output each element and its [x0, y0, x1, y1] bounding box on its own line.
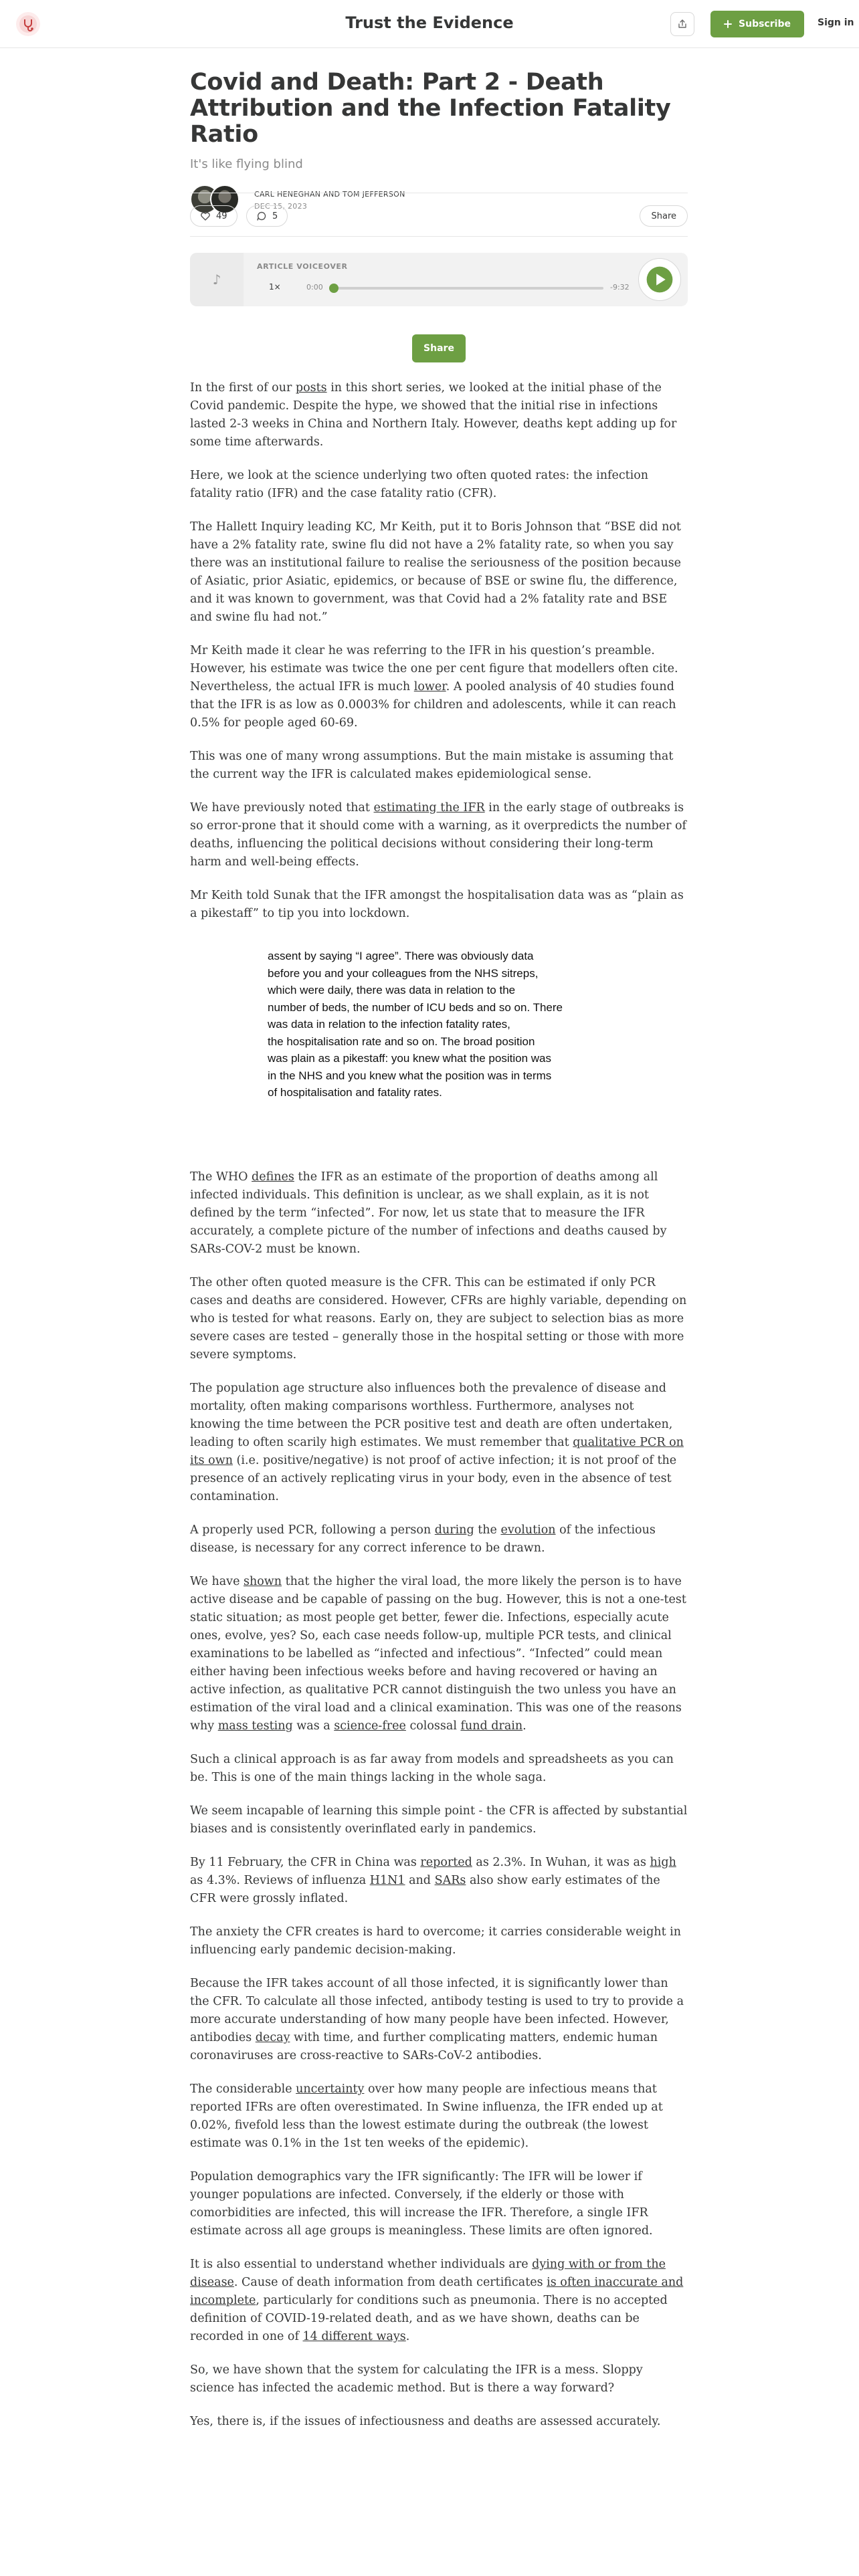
paragraph-text: in the early stage of outbreaks is so error-prone that it should come with a warning, as it overpredicts the number of deaths, influencing the political decisions without considering their long-term harm and well-being effects.: [190, 801, 687, 869]
inline-link[interactable]: evolution: [500, 1523, 556, 1537]
inline-link[interactable]: 14 different ways: [302, 2330, 406, 2343]
share-icon: [677, 19, 688, 29]
post-title: Covid and Death: Part 2 - Death Attribution and the Infection Fatality Ratio: [190, 69, 671, 148]
transcript-line: in the NHS and you knew what the position was in terms: [268, 1069, 552, 1082]
inline-link[interactable]: dying with or from the disease: [190, 2258, 666, 2289]
plus-icon: [724, 20, 732, 28]
paragraph-text: By 11 February, the CFR in China was: [190, 1856, 421, 1869]
paragraph: [190, 2361, 688, 2397]
inline-link[interactable]: science-free: [334, 1719, 406, 1733]
inline-link[interactable]: qualitative PCR on its own: [190, 1436, 684, 1467]
transcript-line: was plain as a pikestaff: you knew what the position was: [268, 1052, 551, 1065]
post-date: DEC 15, 2023: [254, 202, 308, 211]
inline-link[interactable]: fund drain: [460, 1719, 523, 1733]
play-icon: [639, 258, 680, 301]
paragraph-text: Here, we look at the science underlying two often quoted rates: the infection fatality ratio (IFR) and the case fatality ratio (CFR).: [190, 469, 649, 500]
paragraph-text: .: [405, 2330, 410, 2343]
inline-link[interactable]: decay: [255, 2031, 290, 2044]
paragraph-text: Because the IFR takes account of all those infected, it is significantly lower than the CFR. To calculate all those infected, antibody testing is used to try to provide a more accurate understanding of how many people have been infected. However, antibodies: [190, 1977, 684, 2044]
paragraph-text: The considerable: [190, 2082, 296, 2096]
paragraph: [190, 2413, 688, 2431]
paragraph-text: We seem incapable of learning this simple point - the CFR is affected by substantial biases and is consistently overinflated early in pandemics.: [190, 1804, 688, 1836]
paragraph: [190, 518, 688, 627]
inline-link[interactable]: SARs: [434, 1874, 466, 1887]
paragraph: [190, 1168, 688, 1259]
inline-link[interactable]: high: [650, 1856, 676, 1869]
paragraph-text: The population age structure also influences both the prevalence of disease and mortality, often making comparisons worthless. Furthermore, analyses not knowing the time between the PCR positive test and death are often undertaken, leading to often scarily high estimates. We must remember that: [190, 1382, 673, 1449]
inline-link[interactable]: reported: [420, 1856, 472, 1869]
paragraph-text: Mr Keith told Sunak that the IFR amongst the hospitalisation data was as “plain as a pikestaff” to tip you into lockdown.: [190, 889, 684, 920]
paragraph-text: in this short series, we looked at the initial phase of the Covid pandemic. Despite the hype, we showed that the initial rise in infections lasted 2-3 weeks in China and Northern Italy. However, deaths kept adding up for some time afterwards.: [190, 381, 677, 449]
paragraph-text: Yes, there is, if the issues of infectiousness and deaths are assessed accurately.: [190, 2415, 661, 2428]
transcript-line: the hospitalisation rate and so on. The broad position: [268, 1035, 535, 1048]
paragraph-text: of the infectious disease, is necessary for any correct inference to be drawn.: [190, 1523, 656, 1555]
paragraph-text: We have previously noted that: [190, 801, 374, 815]
inline-link[interactable]: during: [434, 1523, 474, 1537]
subscribe-button[interactable]: [710, 11, 804, 37]
paragraph-text: We have: [190, 1575, 244, 1588]
paragraph-text: , particularly for conditions such as pneumonia. There is no accepted definition of COVID-19-related death, and as we have shown, deaths can be recorded in one of: [190, 2294, 668, 2343]
paragraph-text: .: [522, 1719, 527, 1733]
paragraph: [190, 1923, 688, 1959]
paragraph: [190, 1274, 688, 1364]
paragraph: [190, 748, 688, 784]
transcript-line: of hospitalisation and fatality rates.: [268, 1086, 442, 1099]
paragraph: [190, 1751, 688, 1787]
paragraph-text: over how many people are infectious means that reported IFRs are often overestimated. In Swine influenza, the IFR ended up at 0.02%, fivefold less than the lowest estimate during the outbreak (the lowest estimate was 0.1% in the 1st ten weeks of the epidemic).: [190, 2082, 663, 2150]
paragraph: [190, 799, 688, 871]
paragraph-text: and: [405, 1874, 435, 1887]
paragraph-text: The anxiety the CFR creates is hard to overcome; it carries considerable weight in influencing early pandemic decision-making.: [190, 1925, 682, 1957]
heart-icon: [200, 211, 211, 221]
post-body: [190, 379, 688, 2446]
post-share-button[interactable]: Share: [640, 205, 688, 227]
post-header: [190, 69, 688, 354]
inquiry-transcript-excerpt-image[interactable]: [190, 934, 688, 1147]
paragraph-text: as 2.3%. In Wuhan, it was as: [472, 1856, 650, 1869]
paragraph-text: The Hallett Inquiry leading KC, Mr Keith, put it to Boris Johnson that “BSE did not have a 2% fatality rate, swine flu did not have a 2% fatality rate, so when you say there was an institutional failure to realise the seriousness of the position because of Asiatic, prior Asiatic, epidemics, or because of BSE or swine flu, the difference, and it was known to government, was that Covid had a 2% fatality rate and BSE and swine flu had not.”: [190, 520, 681, 624]
top-navigation-bar: [0, 0, 859, 48]
paragraph-text: The other often quoted measure is the CFR. This can be estimated if only PCR cases and deaths are considered. However, CFRs are highly variable, depending on who is tested for what reasons. Early on, they are subject to selection bias as more severe cases are tested – generally those in the hospital setting or those with more severe symptoms.: [190, 1276, 687, 1362]
paragraph-text: So, we have shown that the system for calculating the IFR is a mess. Sloppy science has infected the academic method. But is there a way forward?: [190, 2363, 643, 2395]
paragraph: [190, 2168, 688, 2240]
comment-icon: [256, 211, 267, 221]
music-note-icon: ♪: [212, 272, 221, 288]
paragraph: [190, 642, 688, 732]
paragraph-text: was a: [292, 1719, 335, 1733]
subscribe-label: Subscribe: [739, 19, 791, 29]
playback-speed-button[interactable]: 1×: [269, 282, 281, 292]
share-button[interactable]: Share: [412, 334, 466, 362]
paragraph-text: also show early estimates of the CFR were grossly inflated.: [190, 1874, 660, 1905]
paragraph: [190, 1854, 688, 1908]
paragraph-text: A properly used PCR, following a person: [190, 1523, 435, 1537]
inline-link[interactable]: posts: [295, 381, 327, 395]
voiceover-label: ARTICLE VOICEOVER: [257, 262, 348, 271]
inline-link[interactable]: uncertainty: [296, 2082, 365, 2096]
paragraph-text: In the first of our: [190, 381, 296, 395]
paragraph-text: This was one of many wrong assumptions. But the main mistake is assuming that the current way the IFR is calculated makes epidemiological sense.: [190, 750, 674, 781]
paragraph: [190, 379, 688, 451]
paragraph-text: with time, and further complicating matters, endemic human coronaviruses are cross-reactive to SARs-CoV-2 antibodies.: [190, 2031, 658, 2062]
paragraph-text: that the higher the viral load, the more likely the person is to have active disease and be capable of passing on the bug. However, this is not a one-test static situation; as most people get better, fewer die. Infections, especially acute ones, evolve, yes? So, each case needs follow-up, multiple PCR tests, and clinical examinations to be labelled as “infected and infectious”. “Infected” could mean either having been infectious weeks before and having recovered or having an active infection, as qualitative PCR cannot distinguish the two unless you have an estimation of the viral load and a clinical examination. This was one of the reasons why: [190, 1575, 686, 1733]
paragraph: [190, 467, 688, 503]
transcript-line: number of beds, the number of ICU beds and so on. There: [268, 1000, 563, 1014]
paragraph: [190, 1975, 688, 2065]
paragraph: [190, 1380, 688, 1506]
stethoscope-logo-icon: [18, 14, 38, 34]
paragraph-text: the IFR as an estimate of the proportion of deaths among all infected individuals. This definition is unclear, as we shall explain, as it is not defined by the term “infected”. For now, let us state that to measure the IFR accurately, a complete picture of the number of infections and deaths caused by SARs-COV-2 must be known.: [190, 1170, 667, 1256]
voiceover-cover: [190, 253, 244, 306]
paragraph-text: as 4.3%. Reviews of influenza: [190, 1874, 370, 1887]
paragraph: [190, 1521, 688, 1558]
paragraph-text: Population demographics vary the IFR significantly: The IFR will be lower if younger populations are infected. Conversely, if the elderly or those with comorbidities are infected, this will increase the IFR. Therefore, a single IFR estimate across all age groups is meaningless. These limits are often ignored.: [190, 2170, 653, 2238]
paragraph-text: Such a clinical approach is as far away from models and spreadsheets as you can be. This is one of the main things lacking in the whole saga.: [190, 1753, 674, 1784]
inline-link[interactable]: H1N1: [369, 1874, 405, 1887]
like-button[interactable]: [190, 205, 237, 227]
site-title[interactable]: Trust the Evidence: [345, 13, 514, 32]
paragraph-text: (i.e. positive/negative) is not proof of active infection; it is not proof of the presence of an actively replicating virus in your body, even in the absence of test contamination.: [190, 1454, 677, 1503]
site-logo[interactable]: [16, 12, 40, 36]
inline-link[interactable]: defines: [252, 1170, 294, 1184]
transcript-line: assent by saying “I agree”. There was obviously data: [268, 950, 534, 962]
like-count: 49: [216, 211, 227, 221]
paragraph: [190, 2080, 688, 2153]
comment-count: 5: [272, 211, 278, 221]
paragraph-text: The WHO: [190, 1170, 252, 1184]
paragraph-text: colossal: [405, 1719, 461, 1733]
paragraph-text: the: [474, 1523, 501, 1537]
paragraph: [190, 887, 688, 923]
inline-link[interactable]: estimating the IFR: [373, 801, 485, 815]
play-button[interactable]: [638, 258, 681, 301]
article-voiceover-player: [190, 253, 688, 306]
transcript-line: which were daily, there was data in relation to the: [268, 984, 516, 996]
inline-link[interactable]: shown: [244, 1575, 282, 1588]
paragraph-text: Mr Keith made it clear he was referring to the IFR in his question’s preamble. However, his estimate was twice the one per cent figure that modellers often cite. Nevertheless, the actual IFR is much: [190, 644, 678, 693]
post-subtitle: It's like flying blind: [190, 157, 303, 171]
paragraph-text: . A pooled analysis of 40 studies found that the IFR is as low as 0.0003% for children and adolescents, while it can reach 0.5% for people aged 60-69.: [190, 680, 676, 730]
transcript-line: before you and your colleagues from the NHS sitreps,: [268, 966, 539, 980]
transcript-line: was data in relation to the infection fatality rates,: [268, 1018, 510, 1031]
author-names[interactable]: CARL HENEGHAN AND TOM JEFFERSON: [254, 190, 405, 199]
header-share-button[interactable]: [670, 12, 694, 36]
playback-scrubber-handle[interactable]: [329, 284, 339, 293]
paragraph-text: It is also essential to understand whether individuals are: [190, 2258, 533, 2271]
inline-link[interactable]: mass testing: [217, 1719, 293, 1733]
inline-link[interactable]: lower: [413, 680, 446, 693]
paragraph: [190, 1573, 688, 1735]
comment-button[interactable]: [246, 205, 288, 227]
inline-link[interactable]: is often inaccurate and incomplete: [190, 2276, 684, 2307]
post-action-bar: [190, 193, 688, 237]
current-time: 0:00: [306, 283, 323, 292]
playback-progress-track[interactable]: [332, 287, 603, 290]
sign-in-link[interactable]: Sign in: [818, 17, 854, 28]
paragraph: [190, 2256, 688, 2346]
remaining-time: -9:32: [610, 283, 630, 292]
paragraph: [190, 1802, 688, 1838]
paragraph-text: . Cause of death information from death certificates: [233, 2276, 547, 2289]
